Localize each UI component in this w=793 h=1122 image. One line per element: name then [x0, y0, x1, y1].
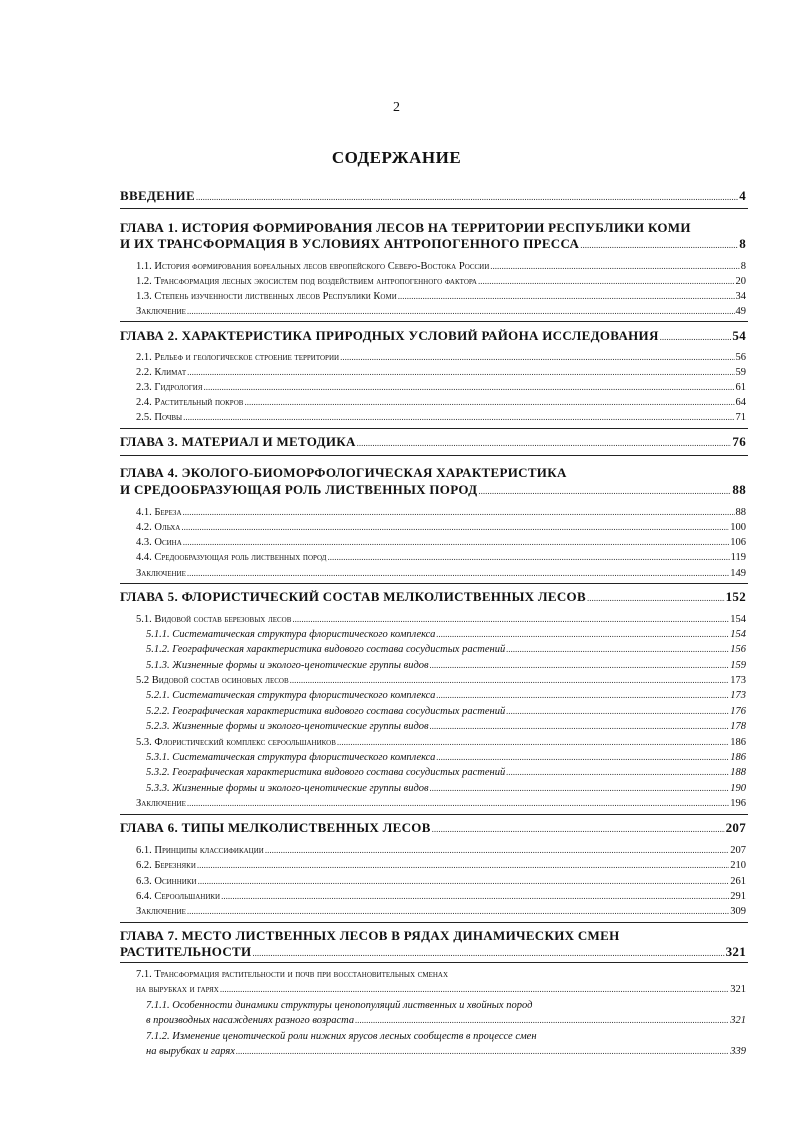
- toc-entry-text: 6.4. Сероольшаники: [136, 891, 221, 902]
- toc-entry-page: 261: [730, 876, 746, 887]
- divider: [120, 208, 748, 209]
- toc-chapter-7[interactable]: [120, 944, 746, 961]
- toc-entry-page: 59: [735, 367, 746, 378]
- toc-chapter-4-title[interactable]: ГЛАВА 4. ЭКОЛОГО-БИОМОРФОЛОГИЧЕСКАЯ ХАРАКТЕРИСТИКА: [120, 465, 567, 480]
- leader-dots: [292, 612, 729, 627]
- leader-dots: [506, 765, 729, 780]
- leader-dots: [337, 735, 729, 750]
- leader-dots: [355, 1013, 729, 1028]
- divider: [120, 428, 748, 429]
- toc-entry-page: 54: [732, 328, 746, 343]
- leader-dots: [236, 1044, 729, 1059]
- toc-entry-text: ГЛАВА 3. МАТЕРИАЛ И МЕТОДИКА: [120, 434, 356, 449]
- toc-entry-page: 176: [730, 706, 746, 717]
- toc-entry-text: ВВЕДЕНИЕ: [120, 188, 195, 203]
- toc-section[interactable]: [136, 982, 746, 997]
- leader-dots: [183, 410, 734, 425]
- toc-section[interactable]: [136, 535, 746, 550]
- toc-entry-text: Заключение: [136, 568, 186, 579]
- leader-dots: [252, 946, 724, 961]
- toc-entry-page: 64: [735, 397, 746, 408]
- leader-dots: [187, 566, 729, 581]
- toc-entry-page: 71: [735, 412, 746, 423]
- toc-entry-page: 34: [735, 291, 746, 302]
- leader-dots: [196, 190, 738, 205]
- toc-entry-page: 207: [730, 845, 746, 856]
- toc-entry-page: 210: [730, 860, 746, 871]
- toc-entry-page: 154: [730, 614, 746, 625]
- toc-entry-text: в производных насаждениях разного возраста: [146, 1015, 355, 1026]
- leader-dots: [398, 289, 735, 304]
- page-title: СОДЕРЖАНИЕ: [331, 148, 462, 167]
- toc-chapter-4[interactable]: [120, 482, 746, 499]
- toc-section[interactable]: [136, 350, 746, 365]
- toc-section[interactable]: [136, 274, 746, 289]
- toc-entry-text: И СРЕДООБРАЗУЮЩАЯ РОЛЬ ЛИСТВЕННЫХ ПОРОД: [120, 482, 478, 497]
- toc-entry-page: 207: [725, 820, 746, 835]
- divider: [120, 583, 748, 584]
- toc-entry-text: 4.4. Средообразующая роль лиственных пород: [136, 552, 327, 563]
- leader-dots: [660, 330, 732, 345]
- leader-dots: [197, 858, 729, 873]
- toc-section[interactable]: [136, 673, 746, 688]
- toc-section[interactable]: [136, 365, 746, 380]
- toc-subsection[interactable]: [146, 704, 746, 719]
- toc-subsection[interactable]: [146, 765, 746, 780]
- leader-dots: [432, 822, 725, 837]
- toc-section[interactable]: [136, 304, 746, 319]
- toc-subsection[interactable]: [146, 658, 746, 673]
- toc-entry-page: 56: [735, 352, 746, 363]
- toc-entry-text: 6.1. Принципы классификации: [136, 845, 264, 856]
- leader-dots: [187, 365, 734, 380]
- toc-entry-page: 20: [735, 276, 746, 287]
- divider: [120, 321, 748, 322]
- toc-entry-text: 4.2. Ольха: [136, 522, 181, 533]
- toc-chapter-6[interactable]: [120, 820, 746, 837]
- toc-subsection[interactable]: [146, 719, 746, 734]
- toc-entry-page: 61: [735, 382, 746, 393]
- toc-chapter-3[interactable]: [120, 434, 746, 451]
- toc-entry-text: 5.3.2. Географическая характеристика видового состава сосудистых растений: [146, 767, 506, 778]
- leader-dots: [204, 380, 735, 395]
- toc-entry-text: на вырубках и гарях: [136, 984, 219, 995]
- toc-section-title[interactable]: 7.1. Трансформация растительности и почв при восстановительных сменах: [136, 969, 449, 980]
- toc-entry-text: 5.1. Видовой состав березовых лесов: [136, 614, 292, 625]
- toc-entry-page: 173: [730, 690, 746, 701]
- toc-subsection[interactable]: [146, 1044, 746, 1059]
- toc-entry-page: 173: [730, 675, 746, 686]
- leader-dots: [478, 484, 731, 499]
- toc-subsection[interactable]: [146, 627, 746, 642]
- toc-subsection-title[interactable]: 7.1.2. Изменение ценотической роли нижних ярусов лесных сообществ в процессе смен: [146, 1031, 537, 1042]
- toc-section[interactable]: [136, 395, 746, 410]
- toc-entry-text: 5.1.1. Систематическая структура флористического комплекса: [146, 629, 436, 640]
- toc-entry-page: 196: [730, 798, 746, 809]
- toc-subsection-title[interactable]: 7.1.1. Особенности динамики структуры ценопопуляций лиственных и хвойных пород: [146, 1000, 533, 1011]
- leader-dots: [187, 304, 735, 319]
- leader-dots: [183, 505, 735, 520]
- toc-entry-page: 188: [730, 767, 746, 778]
- toc-section[interactable]: [136, 858, 746, 873]
- toc-entry-text: 1.2. Трансформация лесных экосистем под воздействием антропогенного фактора: [136, 276, 477, 287]
- toc-entry-page: 49: [735, 306, 746, 317]
- toc-subsection[interactable]: [146, 781, 746, 796]
- leader-dots: [580, 238, 738, 253]
- toc-chapter-2[interactable]: [120, 328, 746, 345]
- toc-entry-text: 2.2. Климат: [136, 367, 187, 378]
- toc-subsection[interactable]: [146, 1013, 746, 1028]
- toc-entry-text: ГЛАВА 6. ТИПЫ МЕЛКОЛИСТВЕННЫХ ЛЕСОВ: [120, 820, 431, 835]
- toc-section[interactable]: [136, 520, 746, 535]
- toc-entry-text: 2.3. Гидрология: [136, 382, 203, 393]
- toc-entry-text: 5.3.3. Жизненные формы и эколого-ценотические группы видов: [146, 783, 429, 794]
- toc-entry-text: ГЛАВА 2. ХАРАКТЕРИСТИКА ПРИРОДНЫХ УСЛОВИЙ РАЙОНА ИССЛЕДОВАНИЯ: [120, 328, 659, 343]
- toc-section[interactable]: [136, 259, 746, 274]
- toc-subsection[interactable]: [146, 688, 746, 703]
- toc-entry-page: 76: [732, 434, 746, 449]
- toc-subsection[interactable]: [146, 642, 746, 657]
- toc-entry-page: 190: [730, 783, 746, 794]
- toc-entry-text: И ИХ ТРАНСФОРМАЦИЯ В УСЛОВИЯХ АНТРОПОГЕННОГО ПРЕССА: [120, 236, 580, 251]
- divider: [120, 962, 748, 963]
- divider: [120, 814, 748, 815]
- toc-entry-page: 119: [730, 552, 746, 563]
- toc-section[interactable]: [136, 380, 746, 395]
- toc-entry-text: 5.2 Видовой состав осиновых лесов: [136, 675, 289, 686]
- toc-entry-page: 309: [730, 906, 746, 917]
- leader-dots: [244, 395, 734, 410]
- leader-dots: [430, 658, 730, 673]
- toc-section[interactable]: [136, 735, 746, 750]
- toc-entry-page: 321: [725, 944, 746, 959]
- leader-dots: [506, 642, 729, 657]
- leader-dots: [327, 550, 729, 565]
- leader-dots: [265, 843, 729, 858]
- toc-entry-text: 2.4. Растительный покров: [136, 397, 244, 408]
- toc-entry-text: Заключение: [136, 906, 186, 917]
- toc-entry-text: 6.2. Березняки: [136, 860, 196, 871]
- toc-entry-text: 5.2.3. Жизненные формы и эколого-ценотические группы видов: [146, 721, 429, 732]
- leader-dots: [198, 874, 730, 889]
- page-number: 2: [393, 100, 400, 115]
- toc-entry-intro[interactable]: [120, 188, 746, 205]
- toc-entry-text: 5.3. Флористический комплекс сероольшаников: [136, 737, 336, 748]
- toc-section[interactable]: [136, 289, 746, 304]
- toc-entry-text: 1.1. История формирования бореальных лесов европейского Северо-Востока России: [136, 261, 490, 272]
- leader-dots: [430, 781, 730, 796]
- toc-entry-page: 159: [730, 660, 746, 671]
- toc-entry-page: 152: [725, 589, 746, 604]
- toc-entry-page: 321: [730, 1015, 746, 1026]
- toc-section[interactable]: [136, 612, 746, 627]
- divider: [120, 922, 748, 923]
- leader-dots: [221, 889, 729, 904]
- leader-dots: [436, 627, 729, 642]
- toc-entry-text: 4.3. Осина: [136, 537, 182, 548]
- toc-entry-page: 339: [730, 1046, 746, 1057]
- toc-entry-page: 88: [732, 482, 746, 497]
- toc-entry-page: 8: [739, 236, 746, 251]
- leader-dots: [436, 688, 729, 703]
- toc-entry-page: 154: [730, 629, 746, 640]
- toc-section[interactable]: [136, 904, 746, 919]
- leader-dots: [587, 591, 725, 606]
- toc-entry-page: 106: [730, 537, 746, 548]
- toc-entry-text: 5.1.3. Жизненные формы и эколого-ценотические группы видов: [146, 660, 429, 671]
- toc-chapter-1[interactable]: [120, 236, 746, 253]
- toc-entry-text: 5.1.2. Географическая характеристика видового состава сосудистых растений: [146, 644, 506, 655]
- toc-section[interactable]: [136, 566, 746, 581]
- leader-dots: [478, 274, 735, 289]
- toc-section[interactable]: [136, 843, 746, 858]
- toc-entry-page: 4: [739, 188, 746, 203]
- toc-entry-text: 5.2.2. Географическая характеристика видового состава сосудистых растений: [146, 706, 506, 717]
- toc-entry-page: 156: [730, 644, 746, 655]
- leader-dots: [357, 436, 732, 451]
- toc-entry-text: ГЛАВА 5. ФЛОРИСТИЧЕСКИЙ СОСТАВ МЕЛКОЛИСТВЕННЫХ ЛЕСОВ: [120, 589, 586, 604]
- toc-entry-text: 2.5. Почвы: [136, 412, 183, 423]
- toc-entry-page: 291: [730, 891, 746, 902]
- toc-entry-page: 88: [735, 507, 746, 518]
- leader-dots: [430, 719, 730, 734]
- leader-dots: [187, 904, 729, 919]
- leader-dots: [290, 673, 730, 688]
- leader-dots: [187, 796, 729, 811]
- leader-dots: [340, 350, 734, 365]
- toc-entry-text: 5.2.1. Систематическая структура флористического комплекса: [146, 690, 436, 701]
- toc-entry-text: Заключение: [136, 798, 186, 809]
- divider: [120, 455, 748, 456]
- toc-section[interactable]: [136, 550, 746, 565]
- toc-chapter-1-title[interactable]: ГЛАВА 1. ИСТОРИЯ ФОРМИРОВАНИЯ ЛЕСОВ НА ТЕРРИТОРИИ РЕСПУБЛИКИ КОМИ: [120, 220, 691, 235]
- leader-dots: [506, 704, 729, 719]
- toc-entry-text: на вырубках и гарях: [146, 1046, 235, 1057]
- leader-dots: [220, 982, 729, 997]
- toc-entry-page: 100: [730, 522, 746, 533]
- toc-entry-page: 186: [730, 737, 746, 748]
- leader-dots: [436, 750, 729, 765]
- leader-dots: [181, 520, 729, 535]
- toc-entry-page: 321: [730, 984, 746, 995]
- toc-entry-page: 8: [740, 261, 746, 272]
- toc-entry-page: 149: [730, 568, 746, 579]
- toc-section[interactable]: [136, 874, 746, 889]
- toc-entry-text: 2.1. Рельеф и геологическое строение территории: [136, 352, 340, 363]
- toc-entry-text: 5.3.1. Систематическая структура флористического комплекса: [146, 752, 436, 763]
- toc-entry-text: 6.3. Осинники: [136, 876, 197, 887]
- toc-entry-text: 4.1. Береза: [136, 507, 182, 518]
- toc-chapter-7-title[interactable]: ГЛАВА 7. МЕСТО ЛИСТВЕННЫХ ЛЕСОВ В РЯДАХ ДИНАМИЧЕСКИХ СМЕН: [120, 928, 620, 943]
- toc-entry-text: РАСТИТЕЛЬНОСТИ: [120, 944, 252, 959]
- toc-section[interactable]: [136, 889, 746, 904]
- toc-subsection[interactable]: [146, 750, 746, 765]
- toc-section[interactable]: [136, 505, 746, 520]
- toc-chapter-5[interactable]: [120, 589, 746, 606]
- toc-entry-text: Заключение: [136, 306, 186, 317]
- toc-entry-text: 1.3. Степень изученности лиственных лесов Республики Коми: [136, 291, 397, 302]
- toc-section[interactable]: [136, 796, 746, 811]
- leader-dots: [490, 259, 739, 274]
- leader-dots: [183, 535, 729, 550]
- toc-entry-page: 186: [730, 752, 746, 763]
- toc-entry-page: 178: [730, 721, 746, 732]
- toc-section[interactable]: [136, 410, 746, 425]
